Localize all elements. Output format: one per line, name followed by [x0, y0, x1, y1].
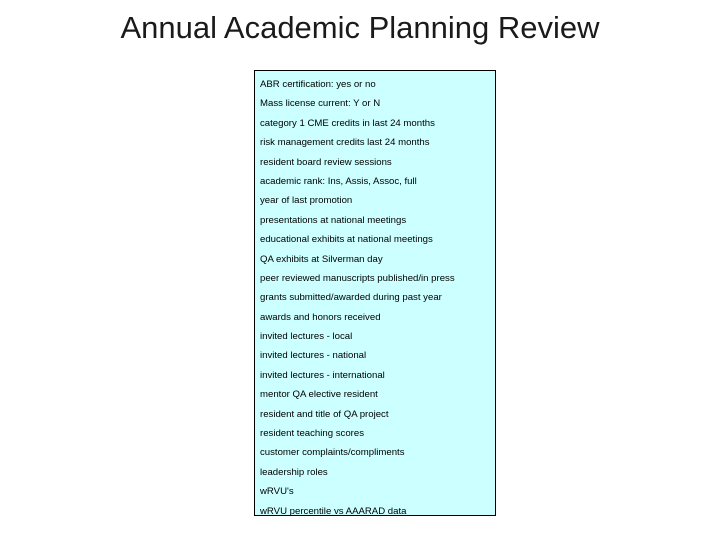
list-item: awards and honors received — [260, 311, 381, 323]
list-item: invited lectures - national — [260, 350, 367, 362]
list-item: risk management credits last 24 months — [260, 137, 430, 149]
list-item: peer reviewed manuscripts published/in press — [260, 272, 455, 284]
list-item: wRVU percentile vs AAARAD data — [260, 505, 407, 517]
list-item: category 1 CME credits in last 24 months — [260, 117, 435, 129]
list-item: resident and title of QA project — [260, 408, 389, 420]
list-item: resident board review sessions — [260, 156, 392, 168]
list-item: invited lectures - local — [260, 331, 353, 343]
list-item: invited lectures - international — [260, 369, 385, 381]
list-item: mentor QA elective resident — [260, 389, 378, 401]
list-item: Mass license current: Y or N — [260, 98, 381, 110]
list-item: resident teaching scores — [260, 428, 364, 440]
list-item: wRVU's — [260, 486, 294, 498]
checklist — [255, 71, 495, 521]
list-item: leadership roles — [260, 466, 328, 478]
list-item: presentations at national meetings — [260, 214, 407, 226]
list-item: customer complaints/compliments — [260, 447, 405, 459]
list-item: educational exhibits at national meetings — [260, 234, 433, 246]
list-item: ABR certification: yes or no — [260, 79, 376, 90]
page-title: Annual Academic Planning Review — [120, 10, 600, 45]
list-item: academic rank: Ins, Assis, Assoc, full — [260, 175, 417, 187]
checklist-box — [254, 70, 496, 516]
list-item: grants submitted/awarded during past year — [260, 292, 442, 304]
list-item: year of last promotion — [260, 195, 353, 207]
list-item: QA exhibits at Silverman day — [260, 253, 383, 265]
